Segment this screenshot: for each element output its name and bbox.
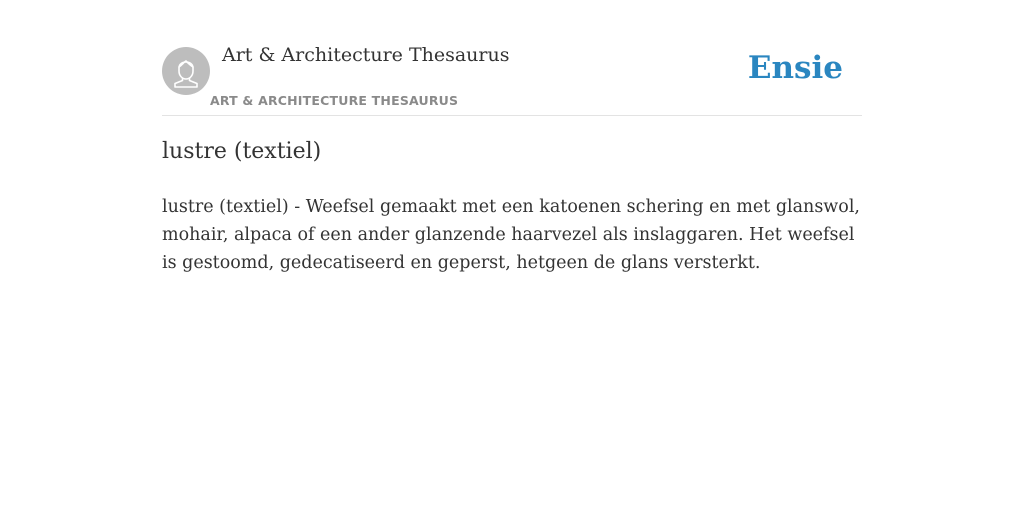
avatar[interactable] — [162, 47, 210, 95]
ensie-logo[interactable]: Ensie — [747, 50, 843, 86]
entry-definition: lustre (textiel) - Weefsel gemaakt met een katoenen schering en met glanswol, mohair, alpaca of een ander glanzende haarvezel als inslaggaren. Het weefsel is gestoomd, gedecatiseerd en geperst, hetgeen de glans versterkt. — [162, 197, 860, 273]
author-name[interactable]: Art & Architecture Thesaurus — [222, 44, 510, 66]
header — [162, 0, 862, 116]
entry-title: lustre (textiel) — [162, 139, 322, 164]
user-icon — [162, 47, 210, 95]
author-profile-link[interactable]: ART & ARCHITECTURE THESAURUS — [210, 93, 459, 108]
